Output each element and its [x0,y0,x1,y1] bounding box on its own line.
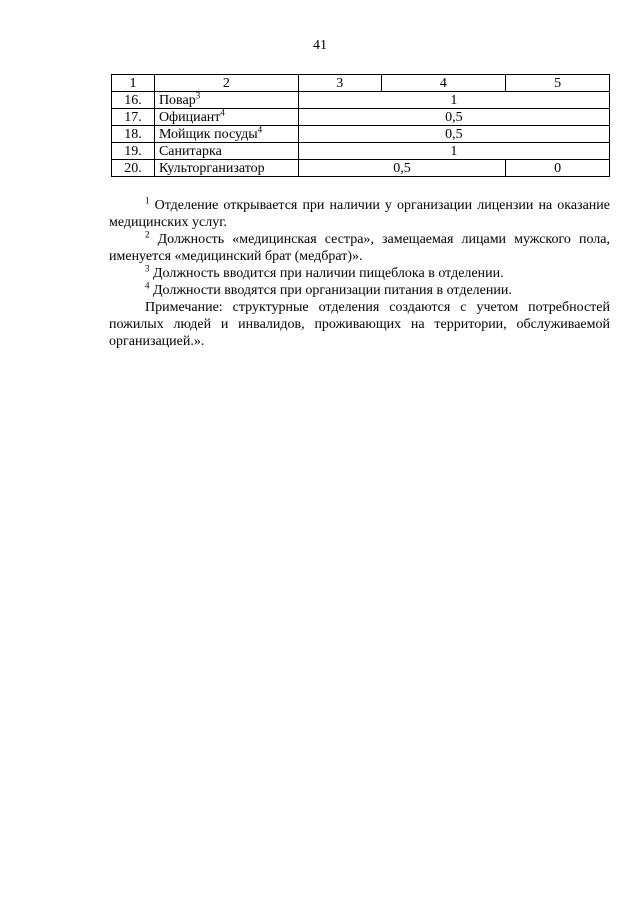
footnote [109,231,610,265]
footnote-mark: 3 [145,263,150,274]
footnote-text: Отделение открывается при наличии у организации лицензии на оказание медицинских услуг. [109,198,611,230]
position-name [154,160,298,177]
footnote [109,265,610,282]
footnote-mark: 2 [145,229,150,240]
table-header-cell: 1 [112,75,155,92]
row-number: 17. [112,109,155,126]
position-name [154,143,298,160]
table-header-cell: 3 [298,75,381,92]
table-row [112,143,610,160]
note: Примечание: структурные отделения создаются с учетом потребностей пожилых людей и инвалидов, проживающих на территории, обслуживаемой организацией.». [109,300,610,349]
position-name-text: Мойщик посуды [158,126,258,142]
staff-count: 0,5 [298,160,505,177]
footnote-text: Должность «медицинская сестра», замещаемая лицами мужского пола, именуется «медицинский брат (медбрат)». [109,232,610,264]
position-name-text: Культорганизатор [158,160,265,176]
staff-table [111,74,610,177]
position-name [154,106,298,126]
staff-count: 0 [506,160,610,177]
footnote-ref: 4 [257,123,263,134]
footnote-text: Должность вводится при наличии пищеблока в отделении. [153,266,504,281]
footnote [109,282,610,299]
staff-count: 0,5 [298,109,609,126]
footnote-ref: 3 [195,89,201,100]
row-number: 16. [112,92,155,109]
footnotes-block [109,197,610,350]
staff-count: 1 [298,92,609,109]
staff-count: 1 [298,143,609,160]
table-row [112,126,610,143]
row-number: 18. [112,126,155,143]
footnote-mark: 4 [145,280,150,291]
table-header-cell: 2 [154,75,298,92]
row-number: 19. [112,143,155,160]
footnote-mark: 1 [145,195,150,206]
position-name [154,123,298,143]
position-name-text: Повар [158,92,196,108]
row-number: 20. [112,160,155,177]
table-row [112,160,610,177]
table-header-row [112,75,610,92]
table-header-cell: 4 [381,75,506,92]
position-name-text: Официант [158,109,221,125]
footnote-text: Должности вводятся при организации питания в отделении. [153,283,512,298]
staff-count: 0,5 [298,126,609,143]
position-name-text: Санитарка [158,143,222,159]
table-row [112,92,610,109]
table-row [112,109,610,126]
table-header-cell: 5 [506,75,610,92]
footnote-ref: 4 [220,106,225,117]
position-name [154,89,298,109]
page-number: 41 [313,38,327,53]
footnote [109,197,610,231]
